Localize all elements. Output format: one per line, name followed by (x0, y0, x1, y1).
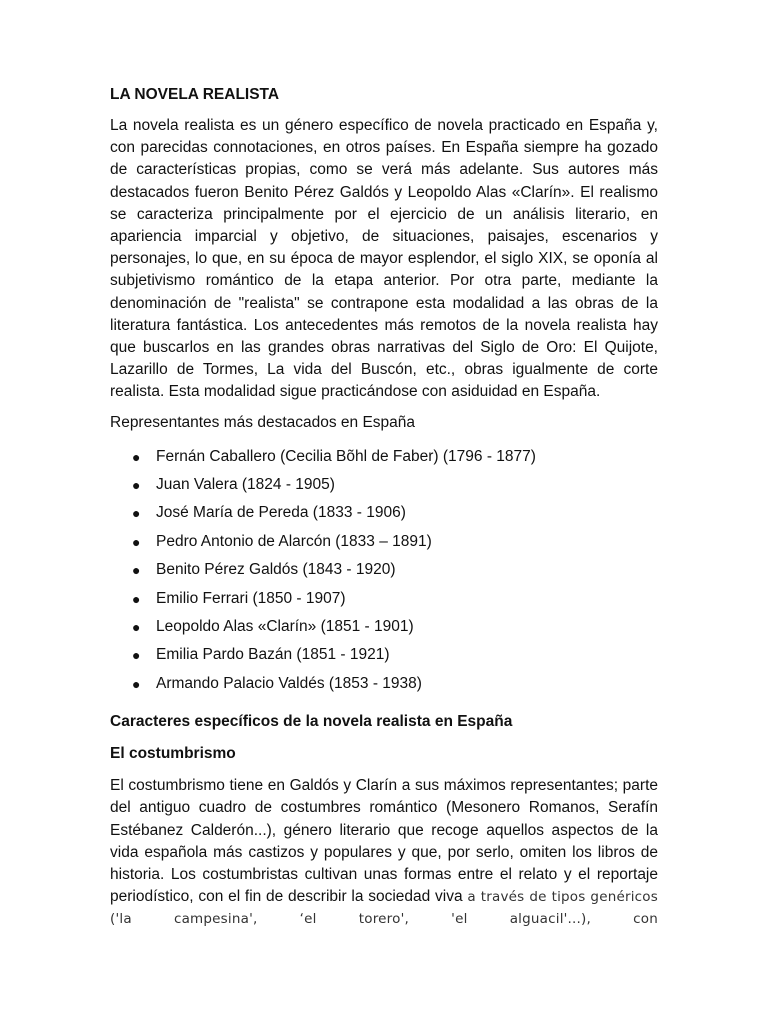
document-page (110, 84, 658, 931)
bullet-icon: ● (132, 562, 141, 579)
list-item (110, 531, 658, 559)
list-item (110, 644, 658, 672)
bullet-icon: ● (132, 448, 141, 465)
list-item (110, 616, 658, 644)
costumbrismo-paragraph (110, 775, 658, 930)
bullet-icon: ● (132, 675, 141, 692)
representatives-list (110, 446, 658, 702)
page-title: LA NOVELA REALISTA (110, 86, 280, 103)
representatives-intro: Representantes más destacados en España (110, 413, 416, 431)
list-item-label: Leopoldo Alas «Clarín» (1851 - 1901) (156, 617, 414, 635)
list-item (110, 588, 658, 616)
list-item-label: Benito Pérez Galdós (1843 - 1920) (156, 561, 396, 579)
list-item-label: Emilia Pardo Bazán (1851 - 1921) (156, 646, 390, 664)
list-item-label: Fernán Caballero (Cecilia Bõhl de Faber) (1796 - 1877) (156, 447, 536, 465)
list-item (110, 559, 658, 587)
bullet-icon: ● (132, 590, 141, 607)
subsection-heading: El costumbrismo (110, 745, 236, 763)
bullet-icon: ● (132, 618, 141, 635)
costumbrismo-last-line: a través de tipos genéricos ('la campesina', ‘el torero', 'el alguacil'...), con (110, 889, 658, 928)
list-item (110, 474, 658, 502)
bullet-icon: ● (132, 505, 141, 522)
list-item-label: Emilio Ferrari (1850 - 1907) (156, 589, 346, 607)
list-item (110, 446, 658, 474)
list-item-label: Juan Valera (1824 - 1905) (156, 476, 335, 494)
section-heading: Caracteres específicos de la novela realista en España (110, 713, 513, 731)
bullet-icon: ● (132, 533, 141, 550)
intro-paragraph: La novela realista es un género específico de novela practicado en España y, con parecidas connotaciones, en otros países. En España siempre ha gozado de características propias, como se verá más adelante. Sus autores más destacados fueron Benito Pérez Galdós y Leopoldo Alas «Clarín». El realismo se caracteriza principalmente por el ejercicio de un análisis literario, en apariencia imparcial y objetivo, de situaciones, paisajes, escenarios y personajes, lo que, en su época de mayor esplendor, el siglo XIX, se oponía al subjetivismo romántico de la etapa anterior. Por otra parte, mediante la denominación de "realista" se contrapone esta modalidad a las obras de la literatura fantástica. Los antecedentes más remotos de la novela realista hay que buscarlos en las grandes obras narrativas del Siglo de Oro: El Quijote, Lazarillo de Tormes, La vida del Buscón, etc., obras igualmente de corte realista. Esta modalidad sigue practicándose con asiduidad en España. (110, 117, 658, 401)
list-item (110, 502, 658, 530)
list-item-label: Pedro Antonio de Alarcón (1833 – 1891) (156, 532, 432, 550)
costumbrismo-text: El costumbrismo tiene en Galdós y Clarín a sus máximos representantes; parte del antiguo cuadro de costumbres romántico (Mesonero Romanos, Serafín Estébanez Calderón...), género literario que recoge aquellos aspectos de la vida española más castizos y populares y que, por serlo, omiten los libros de historia. Los costumbristas cultivan unas formas entre el relato y el reportaje periodístico, con el fin de describir la sociedad viva (110, 777, 658, 906)
bullet-icon: ● (132, 647, 141, 664)
list-item-label: José María de Pereda (1833 - 1906) (156, 504, 406, 522)
list-item-label: Armando Palacio Valdés (1853 - 1938) (156, 674, 422, 692)
list-item (110, 673, 658, 701)
bullet-icon: ● (132, 477, 141, 494)
